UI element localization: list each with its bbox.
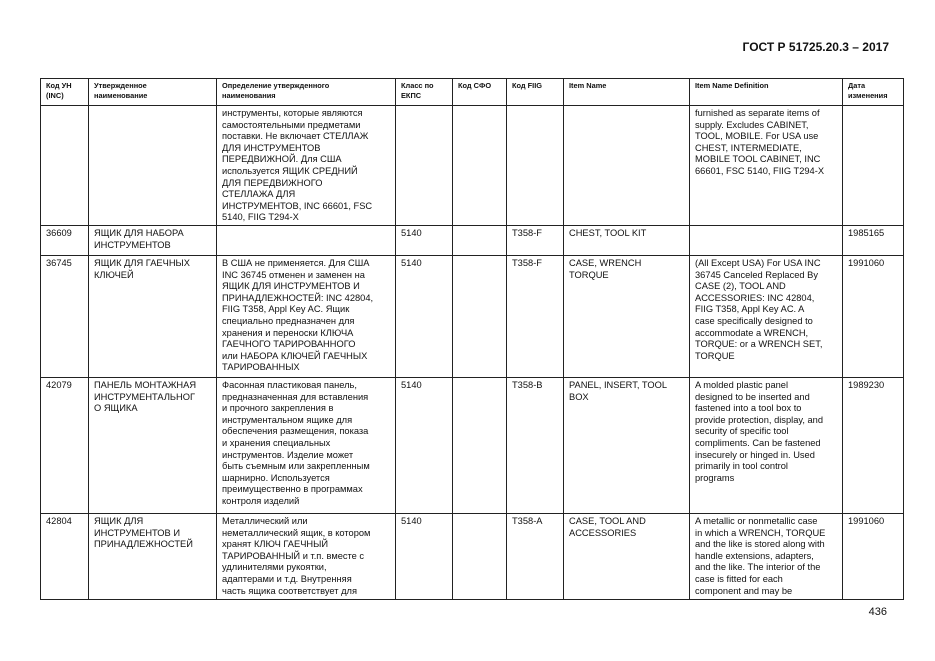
col-header-name-ru: Утвержденное наименование — [89, 79, 217, 106]
cell-name-ru: ЯЩИК ДЛЯ НАБОРА ИНСТРУМЕНТОВ — [89, 225, 217, 255]
cell-item-name: CHEST, TOOL KIT — [564, 225, 690, 255]
page-number: 436 — [868, 606, 887, 618]
cell-item-name: PANEL, INSERT, TOOL BOX — [564, 377, 690, 513]
cell-fiig: T358-F — [507, 225, 564, 255]
col-header-definition-ru: Определение утвержденного наименования — [217, 79, 396, 106]
col-header-date: Дата изменения — [843, 79, 904, 106]
cell-date: 1985165 — [843, 225, 904, 255]
col-header-inc: Код УН (INC) — [41, 79, 89, 106]
cell-definition-en: A molded plastic panel designed to be inserted and fastened into a tool box to provide protection, display, and security of specific tool compliments. Can be fastened insecurely or hinged in. Used primarily in tool control programs — [690, 377, 843, 513]
cell-sfo — [453, 255, 507, 377]
cell-fiig: T358-F — [507, 255, 564, 377]
col-header-class-ekps: Класс по ЕКПС — [396, 79, 453, 106]
table-row — [41, 225, 904, 255]
cell-name-ru: ЯЩИК ДЛЯ ГАЕЧНЫХ КЛЮЧЕЙ — [89, 255, 217, 377]
col-header-fiig: Код FIIG — [507, 79, 564, 106]
cell-class-ekps: 5140 — [396, 377, 453, 513]
cell-date: 1989230 — [843, 377, 904, 513]
col-header-item-name: Item Name — [564, 79, 690, 106]
cell-sfo — [453, 225, 507, 255]
cell-definition-ru: Металлический или неметаллический ящик, в котором хранят КЛЮЧ ГАЕЧНЫЙ ТАРИРОВАННЫЙ и т.п. вместе с удлинителями рукоятки, адаптерами и т.д. Внутренняя часть ящика соответствует для — [217, 513, 396, 599]
cell-class-ekps: 5140 — [396, 225, 453, 255]
cell-name-ru: ЯЩИК ДЛЯ ИНСТРУМЕНТОВ И ПРИНАДЛЕЖНОСТЕЙ — [89, 513, 217, 599]
cell-definition-ru: инструменты, которые являются самостоятельными предметами поставки. Не включает СТЕЛЛАЖ ДЛЯ ИНСТРУМЕНТОВ ПЕРЕДВИЖНОЙ. Для США используется ЯЩИК СРЕДНИЙ ДЛЯ ПЕРЕДВИЖНОГО СТЕЛЛАЖА ДЛЯ ИНСТРУМЕНТОВ, INC 66601, FSC 5140, FIIG T294-X — [217, 106, 396, 226]
table-row — [41, 513, 904, 599]
table-row — [41, 255, 904, 377]
spec-table — [40, 78, 904, 600]
table-row — [41, 377, 904, 513]
document-code: ГОСТ Р 51725.20.3 – 2017 — [742, 40, 889, 54]
cell-inc: 36609 — [41, 225, 89, 255]
cell-definition-ru — [217, 225, 396, 255]
cell-definition-en: (All Except USA) For USA INC 36745 Canceled Replaced By CASE (2), TOOL AND ACCESSORIES: INC 42804, FIIG T358, Appl Key AC. A case specifically designed to accommodate a WRENCH, TORQUE: or a WRENCH SET, TORQUE — [690, 255, 843, 377]
cell-item-name: CASE, TOOL AND ACCESSORIES — [564, 513, 690, 599]
table-row — [41, 106, 904, 226]
cell-definition-en: furnished as separate items of supply. Excludes CABINET, TOOL, MOBILE. For USA use CHEST, INTERMEDIATE, MOBILE TOOL CABINET, INC 66601, FSC 5140, FIIG T294-X — [690, 106, 843, 226]
cell-class-ekps: 5140 — [396, 513, 453, 599]
table-header-row — [41, 79, 904, 106]
cell-item-name: CASE, WRENCH TORQUE — [564, 255, 690, 377]
col-header-sfo: Код СФО — [453, 79, 507, 106]
cell-class-ekps: 5140 — [396, 255, 453, 377]
cell-fiig: T358-A — [507, 513, 564, 599]
cell-definition-ru: В США не применяется. Для США INC 36745 отменен и заменен на ЯЩИК ДЛЯ ИНСТРУМЕНТОВ И ПРИНАДЛЕЖНОСТЕЙ: INC 42804, FIIG T358, Appl Key AC. Ящик специально предназначен для хранения и переноски КЛЮЧА ГАЕЧНОГО ТАРИРОВАННОГО или НАБОРА КЛЮЧЕЙ ГАЕЧНЫХ ТАРИРОВАННЫХ — [217, 255, 396, 377]
cell-definition-ru: Фасонная пластиковая панель, предназначенная для вставления и прочного закрепления в инструментальном ящике для обеспечения размещения, показа и хранения специальных инструментов. Изделие может быть съемным или закрепленным шарнирно. Используется преимущественно в программах контроля изделий — [217, 377, 396, 513]
cell-sfo — [453, 513, 507, 599]
cell-sfo — [453, 377, 507, 513]
cell-item-name — [564, 106, 690, 226]
cell-date: 1991060 — [843, 255, 904, 377]
cell-sfo — [453, 106, 507, 226]
cell-inc: 42804 — [41, 513, 89, 599]
cell-date: 1991060 — [843, 513, 904, 599]
cell-fiig — [507, 106, 564, 226]
cell-date — [843, 106, 904, 226]
cell-name-ru — [89, 106, 217, 226]
cell-definition-en — [690, 225, 843, 255]
cell-inc: 42079 — [41, 377, 89, 513]
cell-name-ru: ПАНЕЛЬ МОНТАЖНАЯ ИНСТРУМЕНТАЛЬНОГ О ЯЩИКА — [89, 377, 217, 513]
cell-inc: 36745 — [41, 255, 89, 377]
cell-class-ekps — [396, 106, 453, 226]
cell-fiig: T358-B — [507, 377, 564, 513]
cell-inc — [41, 106, 89, 226]
cell-definition-en: A metallic or nonmetallic case in which a WRENCH, TORQUE and the like is stored along with handle extensions, adapters, and the like. The interior of the case is fitted for each component and may be — [690, 513, 843, 599]
col-header-item-name-definition: Item Name Definition — [690, 79, 843, 106]
